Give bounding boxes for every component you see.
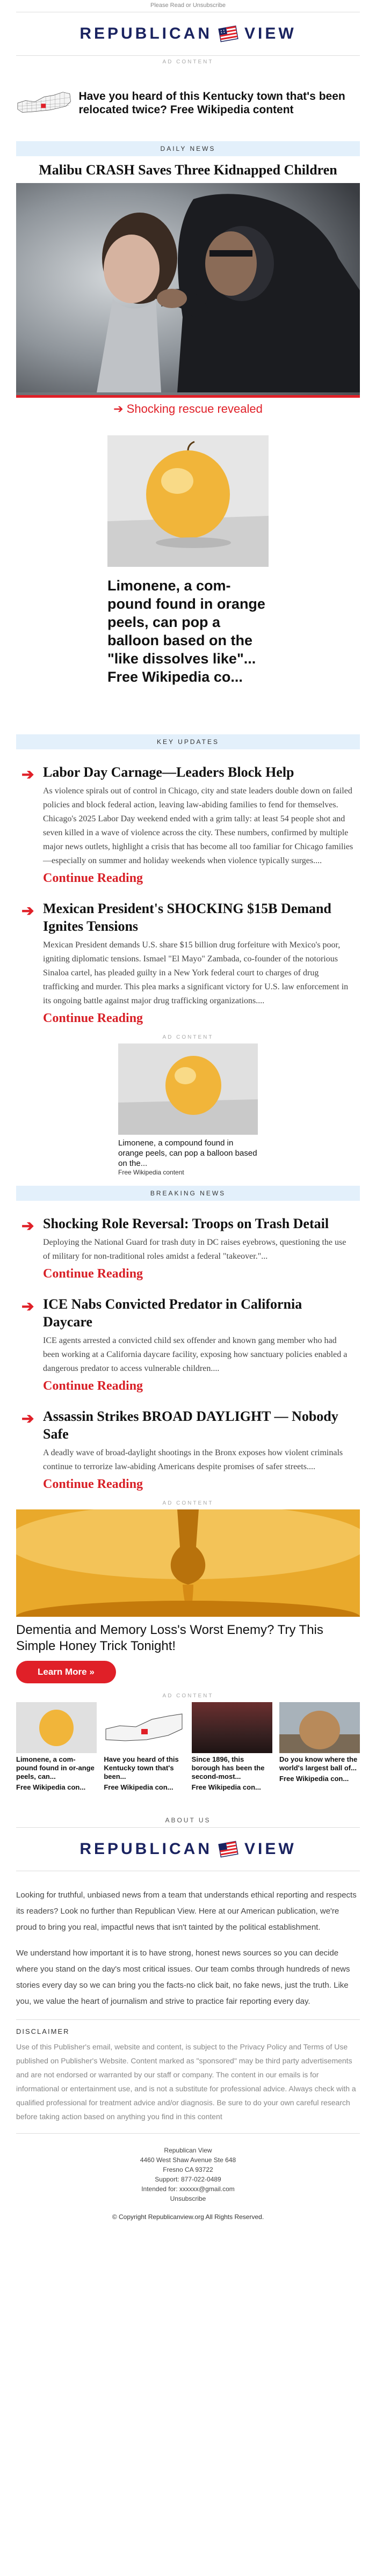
logo-text-left: REPUBLICAN [79,1840,212,1858]
about-us-label: ABOUT US [165,1816,211,1824]
ad-grid-item[interactable] [279,1702,360,1792]
daily-news-label: DAILY NEWS [16,141,360,156]
continue-reading-link[interactable]: Continue Reading [43,1477,143,1491]
copyright: © Copyright Republicanview.org All Rights Reserved. [112,2213,264,2221]
ad-limonene-small-source: Free Wikipedia content [118,1169,184,1176]
about-section [0,1887,376,2010]
borough-image [192,1702,272,1753]
article-body: Mexican President demands U.S. share $15 billion drug forfeiture with Mexico's poor, igniting diplomatic tensions. Ismael "El Mayo" Zambada, co-founder of the notorious Sinaloa cartel, has pleaded guilty in a New York federal court to charges of drug trafficking and murder. This plea marks a significant victory for U.S. law enforcement in its ongoing battle against major drug trafficking organizations.... [43,940,349,1005]
footer-company: Republican View [164,2147,212,2154]
article-title[interactable]: ICE Nabs Convicted Predator in California Daycare [43,1296,302,1330]
ad-kentucky-text: Have you heard of this Kentucky town that's been relocated twice? Free Wikipedia content [78,90,345,116]
ad-limonene-title: Limonene, a com-pound found in orange peels, can pop a balloon based on the "like dissolves like"... Free Wikipedia co... [107,578,265,685]
logo-text-right: VIEW [244,1840,297,1858]
logo[interactable] [79,23,296,45]
footer-intended: Intended for: xxxxxx@gmail.com [141,2185,235,2193]
ad-grid-caption: Since 1896, this borough has been the second-most... [191,1755,265,1780]
apple-balloon-image [118,1043,258,1135]
kentucky-map-image [16,71,72,135]
balloon-icon [107,435,269,567]
ad-limonene-large[interactable] [107,435,269,686]
ad-label: AD CONTENT [162,1693,214,1699]
ball-icon [279,1702,360,1753]
ad-grid-caption: Limonene, a com-pound found in or-ange peels, can... [16,1755,95,1780]
disclaimer-section [16,2027,360,2123]
header [0,12,376,55]
footer-address: 4460 West Shaw Avenue Ste 648 [140,2156,236,2164]
ball-image [279,1702,360,1753]
about-paragraph: Looking for truthful, unbiased news from a team that understands ethical reporting and respects its readers? Look no further than Republican View. Here at our American publication, we're proud to bring you real, impactful news that isn't tainted by the political establishment. [16,1891,357,1932]
footer-logo-wrap [0,1828,376,1871]
button-wrap [16,1661,360,1683]
arrow-right-icon: ➔ [21,1298,34,1315]
ad-grid-caption: Do you know where the world's largest ball of... [279,1755,358,1772]
ad-label: AD CONTENT [162,1034,214,1040]
footer-logo[interactable] [79,1838,296,1860]
divider [16,2019,360,2020]
ad-grid-source: Free Wikipedia con... [104,1783,173,1791]
continue-reading-link[interactable]: Continue Reading [43,871,143,885]
unsubscribe-link[interactable]: Unsubscribe [170,2195,206,2202]
arrow-right-icon: ➔ [21,766,34,783]
article [21,1407,355,1492]
ad-grid-item[interactable] [104,1702,184,1792]
ad-grid-item[interactable] [192,1702,272,1792]
kidnapping-photo [16,183,360,392]
kentucky-map-image [104,1702,184,1753]
article-body: As violence spirals out of control in Chicago, city and state leaders double down on failed policies and block federal action, leaving law-abiding families to fend for themselves. Chicago's 2025 Labor Day weekend ended with a grim tally: at least 54 people shot and seven killed in a wave of violence across the city. These numbers, confirmed by multiple major news outlets, highlight a crisis that has become all too familiar for Chicago families—especially on summer and holiday weekends when violence typically surges.... [43,786,353,865]
ad-label: AD CONTENT [162,1500,214,1506]
apple-balloon-image [107,435,269,567]
balloon-icon [16,1702,97,1753]
article-body: Deploying the National Guard for trash duty in DC raises eyebrows, questioning the use of military for non-traditional roles amidst a federal "takeover."... [43,1238,346,1261]
article [21,1215,355,1281]
daily-news-headline[interactable]: Malibu CRASH Saves Three Kidnapped Children [39,162,337,178]
disclaimer-text: Use of this Publisher's email, website and content, is subject to the Privacy Policy and Terms of Use published on Publisher's Website. Content marked as "sponsored" may be third party advertisements and are not endorsed or warranted by our staff or company. The content in our emails is for informational or entertainment use, and is not a substitute for professional advice. Always check with a qualified professional for treatment advice and/or diagnosis. Be sure to do your own careful research before taking action based on anything you find in this content [16,2042,356,2121]
breaking-news-label: BREAKING NEWS [16,1186,360,1201]
key-updates-label: KEY UPDATES [16,734,360,749]
ad-grid-source: Free Wikipedia con... [279,1775,349,1783]
ad-kentucky[interactable] [16,68,360,138]
balloon-icon [118,1043,258,1135]
arrow-right-icon: ➔ [21,1217,34,1234]
ad-grid [16,1702,360,1792]
ad-grid-caption: Have you heard of this Kentucky town that's been... [104,1755,179,1780]
ad-grid-item[interactable] [16,1702,97,1792]
arrow-right-icon: ➔ [21,1410,34,1427]
ad-honey-title[interactable]: Dementia and Memory Loss's Worst Enemy? Try This Simple Honey Trick Tonight! [16,1623,323,1653]
article [21,1295,355,1393]
article-title[interactable]: Mexican President's SHOCKING $15B Demand Ignites Tensions [43,901,331,934]
continue-reading-link[interactable]: Continue Reading [43,1379,143,1393]
article [21,900,355,1026]
learn-more-button[interactable]: Learn More » [16,1661,116,1683]
article-body: ICE agents arrested a convicted child sex offender and known gang member who had been working at a California daycare facility, exposing how sanctuary policies enabled a dangerous predator to access vulnerable children.... [43,1336,348,1373]
divider [16,2133,360,2134]
flag-icon [218,1838,239,1860]
flag-icon [218,23,239,45]
continue-reading-link[interactable]: Continue Reading [43,1267,143,1281]
map-icon [104,1702,184,1753]
footer-phone: Support: 877-022-0489 [155,2176,221,2183]
continue-reading-link[interactable]: Continue Reading [43,1011,143,1025]
article-title[interactable]: Labor Day Carnage—Leaders Block Help [43,764,294,780]
article-title[interactable]: Assassin Strikes BROAD DAYLIGHT — Nobody Safe [43,1409,338,1442]
ad-limonene-small[interactable] [118,1043,258,1176]
disclaimer-label: DISCLAIMER [16,2027,70,2035]
logo-text-left: REPUBLICAN [79,25,212,42]
shocking-rescue-link[interactable]: ➔ Shocking rescue revealed [113,402,263,415]
footer [0,2146,376,2203]
ad-grid-source: Free Wikipedia con... [16,1783,86,1791]
footer-city: Fresno CA 93722 [163,2166,213,2173]
ad-limonene-small-title: Limonene, a compound found in orange peels, can pop a balloon based on the... [118,1139,257,1168]
hero-image[interactable] [16,183,360,398]
ad-label: AD CONTENT [162,59,214,65]
arrow-right-icon: ➔ [21,902,34,919]
honey-dipper-icon [16,1509,360,1617]
apple-balloon-image [16,1702,97,1753]
article-body: A deadly wave of broad-daylight shootings in the Bronx exposes how violent criminals continue to terrorize law-abiding Americans despite promises of safer streets.... [43,1448,343,1471]
ad-grid-source: Free Wikipedia con... [191,1783,261,1791]
about-paragraph: We understand how important it is to have strong, honest news sources so you can decide where you stand on the day's most critical issues. Our team combs through hundreds of news stories every day so we can bring you the facts-no click bait, no fake news, just the truth. Like you, we value the heart of journalism and strive to practice fair reporting every day. [16,1949,350,2006]
article-title[interactable]: Shocking Role Reversal: Troops on Trash Detail [43,1216,329,1231]
article [21,763,355,886]
logo-text-right: VIEW [244,25,297,42]
honey-image[interactable] [16,1509,360,1617]
preheader: Please Read or Unsubscribe [150,2,226,9]
